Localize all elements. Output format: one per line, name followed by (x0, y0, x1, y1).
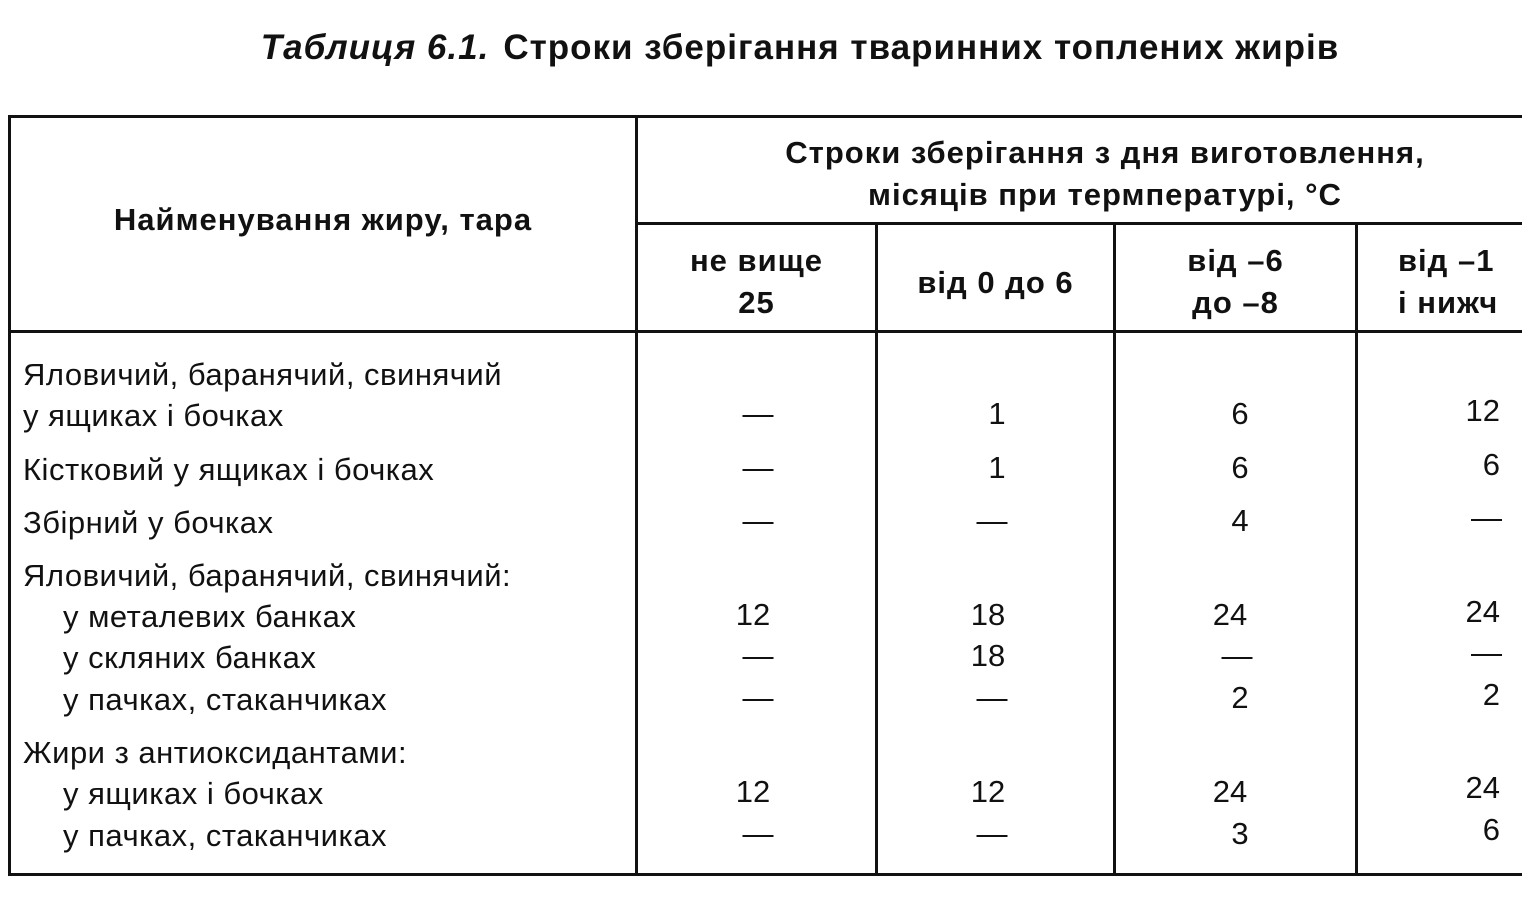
table-cell: — (976, 680, 1008, 715)
table-cell: 6 (1231, 396, 1249, 431)
table-title (0, 28, 1522, 68)
table-cell: — (742, 450, 774, 485)
header-bottom-border (8, 330, 1522, 333)
table-cell: — (742, 816, 774, 851)
row-label: у ящиках і бочках (23, 398, 284, 433)
table-cell: 24 (1465, 594, 1500, 629)
table-cell: 3 (1231, 816, 1249, 851)
group-header-line2: місяців при термпературі, °С (868, 177, 1342, 212)
table-cell: 18 (970, 638, 1006, 673)
col4-header-line2: і нижч (1398, 285, 1499, 320)
table-cell: 12 (735, 597, 771, 632)
table-cell: — (742, 503, 774, 538)
table-cell: 1 (988, 450, 1006, 485)
row-label: у металевих банках (63, 599, 357, 634)
col3-divider (1355, 222, 1358, 876)
row-label: Збірний у бочках (23, 505, 274, 540)
table-cell: 12 (1465, 393, 1500, 428)
col1-header-line1: не вище (689, 243, 824, 278)
row-label: Жири з антиоксидантами: (23, 735, 408, 770)
table-cell: — (742, 680, 774, 715)
table-cell: — (742, 638, 774, 673)
table-cell: 6 (1231, 450, 1249, 485)
col3-header-line2: до –8 (1192, 285, 1279, 320)
row-label: у пачках, стаканчиках (63, 682, 387, 717)
group-header-line1: Строки зберігання з дня виготовлення, (785, 135, 1425, 170)
name-column-header: Найменування жиру, тара (113, 202, 533, 237)
table-cell: 2 (1482, 677, 1500, 712)
row-label: Яловичий, баранячий, свинячий (23, 357, 503, 392)
table-cell: 1 (988, 396, 1006, 431)
table-cell: — (976, 816, 1008, 851)
table-cell: — (1221, 638, 1253, 673)
col1-header-line2: 25 (738, 285, 775, 320)
col1-divider (875, 222, 878, 876)
table-cell: 6 (1482, 447, 1500, 482)
table-cell: 24 (1212, 774, 1248, 809)
row-label: Кістковий у ящиках і бочках (23, 452, 435, 487)
table-cell: — (742, 396, 774, 431)
table-cell: — (1471, 500, 1502, 535)
table-cell: — (1471, 635, 1502, 670)
table-cell: 4 (1231, 503, 1249, 538)
table-cell: 12 (735, 774, 771, 809)
group-header-divider (637, 222, 1522, 225)
col4-header-line1: від –1 (1398, 243, 1495, 278)
table-top-border (8, 115, 1522, 118)
table-bottom-border (8, 873, 1522, 876)
row-label: Яловичий, баранячий, свинячий: (23, 558, 512, 593)
table-cell: 24 (1465, 770, 1500, 805)
col2-header: від 0 до 6 (917, 265, 1074, 300)
table-cell: 24 (1212, 597, 1248, 632)
table-cell: 6 (1482, 812, 1500, 847)
table-cell: 18 (970, 597, 1006, 632)
table-cell: 2 (1231, 680, 1249, 715)
table-cell: 12 (970, 774, 1006, 809)
col3-header-line1: від –6 (1187, 243, 1284, 278)
table-number: Таблиця 6.1. (260, 28, 490, 67)
row-label: у ящиках і бочках (63, 776, 324, 811)
table-cell: — (976, 503, 1008, 538)
row-label: у пачках, стаканчиках (63, 818, 387, 853)
table-caption: Строки зберігання тваринних топлених жирів (503, 28, 1340, 67)
row-label: у скляних банках (63, 640, 317, 675)
name-column-divider (635, 115, 638, 876)
